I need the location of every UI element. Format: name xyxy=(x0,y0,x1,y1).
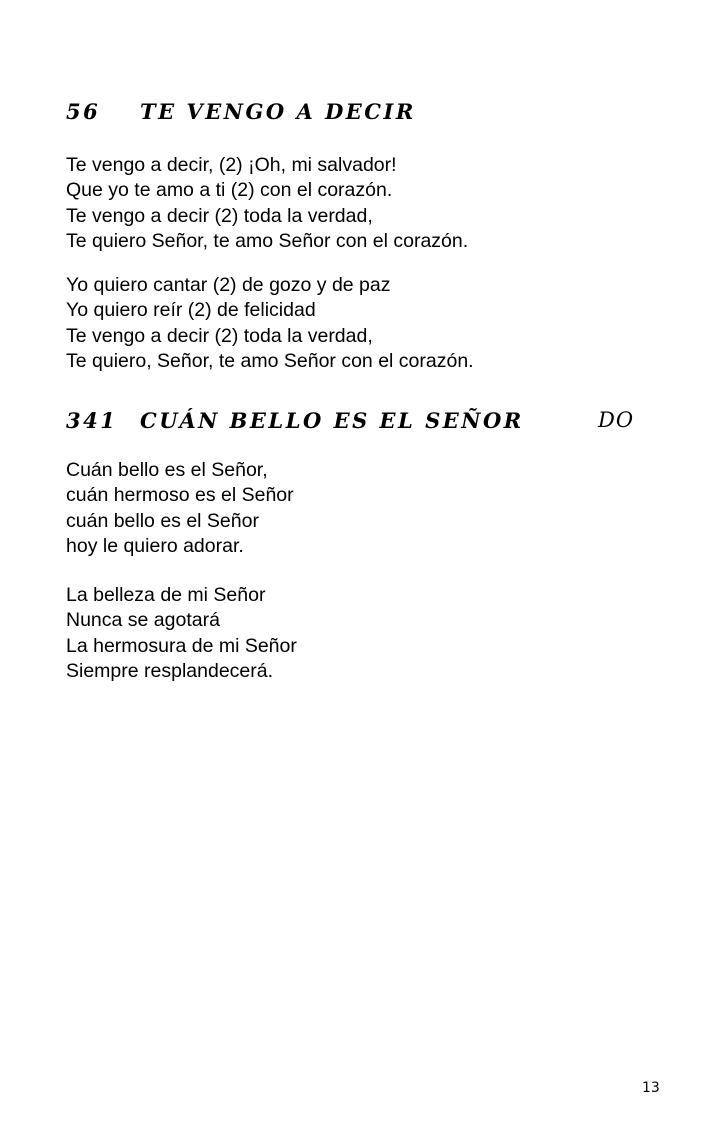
lyric-line: Que yo te amo a ti (2) con el corazón. xyxy=(66,179,393,202)
lyric-line: hoy le quiero adorar. xyxy=(66,535,244,558)
stanza xyxy=(66,273,474,375)
stanza xyxy=(66,153,468,255)
song-title: CUÁN BELLO ES EL SEÑOR xyxy=(140,408,524,433)
song-number: 56 xyxy=(66,99,101,124)
lyric-line: Te quiero Señor, te amo Señor con el corazón. xyxy=(66,230,469,253)
stanza xyxy=(66,458,294,560)
lyric-line: Yo quiero cantar (2) de gozo y de paz xyxy=(66,274,391,296)
lyric-line: Te vengo a decir (2) toda la verdad, xyxy=(66,324,373,347)
lyric-line: Te vengo a decir (2) toda la verdad, xyxy=(66,204,373,227)
lyric-line: Cuán bello es el Señor, xyxy=(66,459,268,481)
page-number: 13 xyxy=(642,1080,660,1096)
lyric-line: La hermosura de mi Señor xyxy=(66,634,297,657)
lyric-line: Te vengo a decir, (2) ¡Oh, mi salvador! xyxy=(66,154,397,176)
lyric-line: La belleza de mi Señor xyxy=(66,584,266,606)
lyric-line: cuán hermoso es el Señor xyxy=(66,484,294,507)
song-heading xyxy=(66,99,416,124)
song-key: DO xyxy=(598,408,635,432)
song-number: 341 xyxy=(66,408,118,433)
lyric-line: cuán bello es el Señor xyxy=(66,509,259,532)
stanza xyxy=(66,583,297,685)
lyric-line: Yo quiero reír (2) de felicidad xyxy=(66,299,316,322)
lyric-line: Nunca se agotará xyxy=(66,609,220,632)
song-title: TE VENGO A DECIR xyxy=(140,99,416,124)
song-heading xyxy=(66,408,524,433)
lyric-line: Siempre resplandecerá. xyxy=(66,660,274,683)
lyric-line: Te quiero, Señor, te amo Señor con el corazón. xyxy=(66,350,474,373)
